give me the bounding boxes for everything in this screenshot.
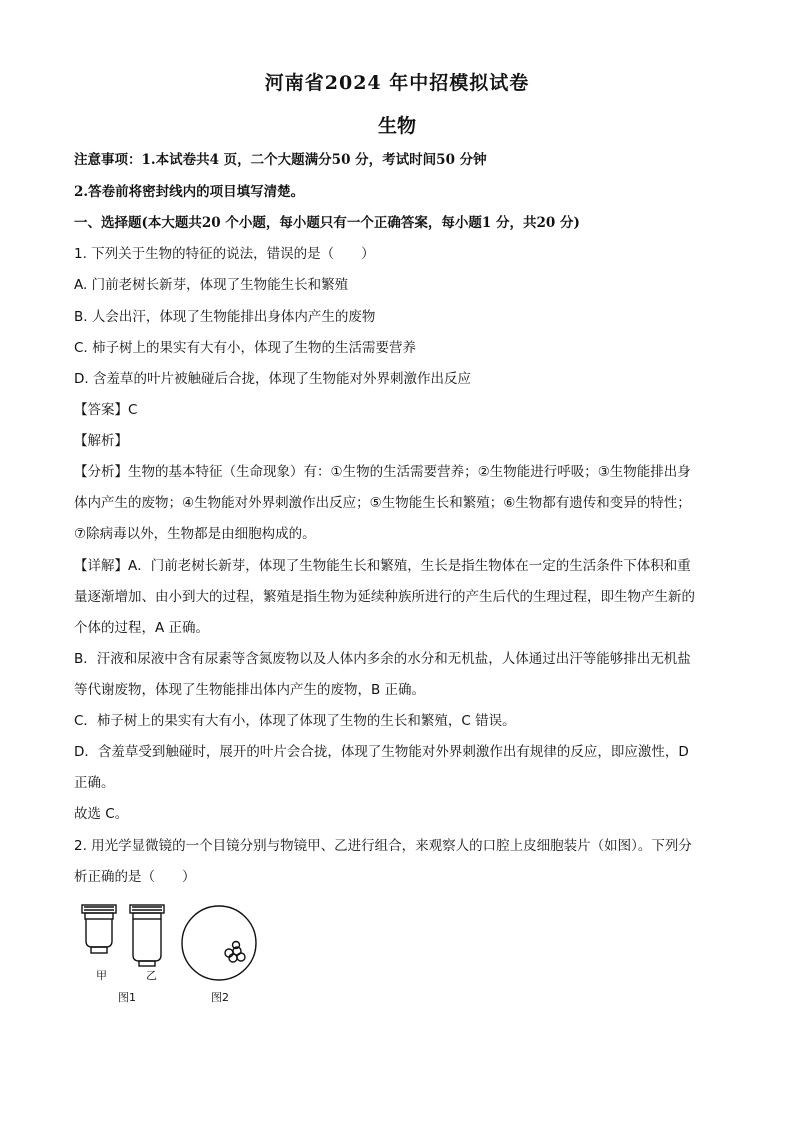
figure-2-caption: 图2: [211, 991, 229, 1004]
analysis-line: ⑦除病毒以外，生物都是由细胞构成的。: [74, 526, 316, 542]
analysis-line: 【详解】A．门前老树长新芽，体现了生物能生长和繁殖，生长是指生物体在一定的生活条件下体积和重: [74, 558, 691, 574]
analysis-line: B．汗液和尿液中含有尿素等含氮废物以及人体内多余的水分和无机盐，人体通过出汗等能够排出无机盐: [74, 651, 691, 667]
question-1-option-b: B. 人会出汗，体现了生物能排出身体内产生的废物: [74, 309, 376, 325]
analysis-line: 等代谢废物，体现了生物能排出体内产生的废物，B 正确。: [74, 682, 426, 698]
question-2-stem-line-2: 析正确的是（ ）: [74, 869, 196, 885]
analysis-line: D．含羞草受到触碰时，展开的叶片会合拢，体现了生物能对外界刺激作出有规律的反应，即应激性，D: [74, 744, 689, 760]
notice-line-1: 注意事项：1.本试卷共4 页，二个大题满分50 分，考试时间50 分钟: [74, 152, 487, 168]
notice-line-2: 2.答卷前将密封线内的项目填写清楚。: [74, 184, 305, 200]
analysis-line: C．柿子树上的果实有大有小，体现了体现了生物的生长和繁殖，C 错误。: [74, 713, 516, 729]
label-yi: 乙: [146, 969, 157, 982]
question-2-stem-line-1: 2. 用光学显微镜的一个目镜分别与物镜甲、乙进行组合，来观察人的口腔上皮细胞装片（如图）。下列分: [74, 838, 692, 854]
microscope-figure: [74, 893, 264, 1003]
analysis-line: 量逐渐增加、由小到大的过程，繁殖是指生物为延续种族所进行的产生后代的生理过程，即生物产生新的: [74, 589, 695, 605]
analysis-line: 正确。: [74, 775, 115, 791]
objective-lens-jia: [82, 905, 116, 953]
question-1-option-d: D. 含羞草的叶片被触碰后合拢，体现了生物能对外界刺激作出反应: [74, 371, 471, 387]
question-1-analysis-label: 【解析】: [74, 433, 128, 449]
exam-title: 河南省2024 年中招模拟试卷: [264, 72, 530, 94]
field-of-view: [182, 906, 256, 980]
question-1-option-a: A. 门前老树长新芽，体现了生物能生长和繁殖: [74, 277, 349, 293]
analysis-line: 故选 C。: [74, 806, 129, 822]
analysis-line: 体内产生的废物；④生物能对外界刺激作出反应；⑤生物能生长和繁殖；⑥生物都有遗传和变异的特性；: [74, 495, 691, 511]
objective-lens-yi: [130, 905, 164, 966]
cell: [237, 953, 245, 961]
section-heading: 一、选择题(本大题共20 个小题，每小题只有一个正确答案，每小题1 分，共20 分): [74, 215, 580, 231]
question-1-answer: 【答案】C: [74, 402, 138, 418]
question-1-stem: 1. 下列关于生物的特征的说法，错误的是（ ）: [74, 246, 375, 262]
subject-title: 生物: [377, 115, 416, 137]
question-1-option-c: C. 柿子树上的果实有大有小，体现了生物的生活需要营养: [74, 340, 417, 356]
analysis-line: 【分析】生物的基本特征（生命现象）有：①生物的生活需要营养；②生物能进行呼吸；③生物能排出身: [74, 464, 691, 480]
analysis-line: 个体的过程，A 正确。: [74, 620, 210, 636]
figure-1-caption: 图1: [118, 991, 136, 1004]
label-jia: 甲: [96, 969, 107, 982]
